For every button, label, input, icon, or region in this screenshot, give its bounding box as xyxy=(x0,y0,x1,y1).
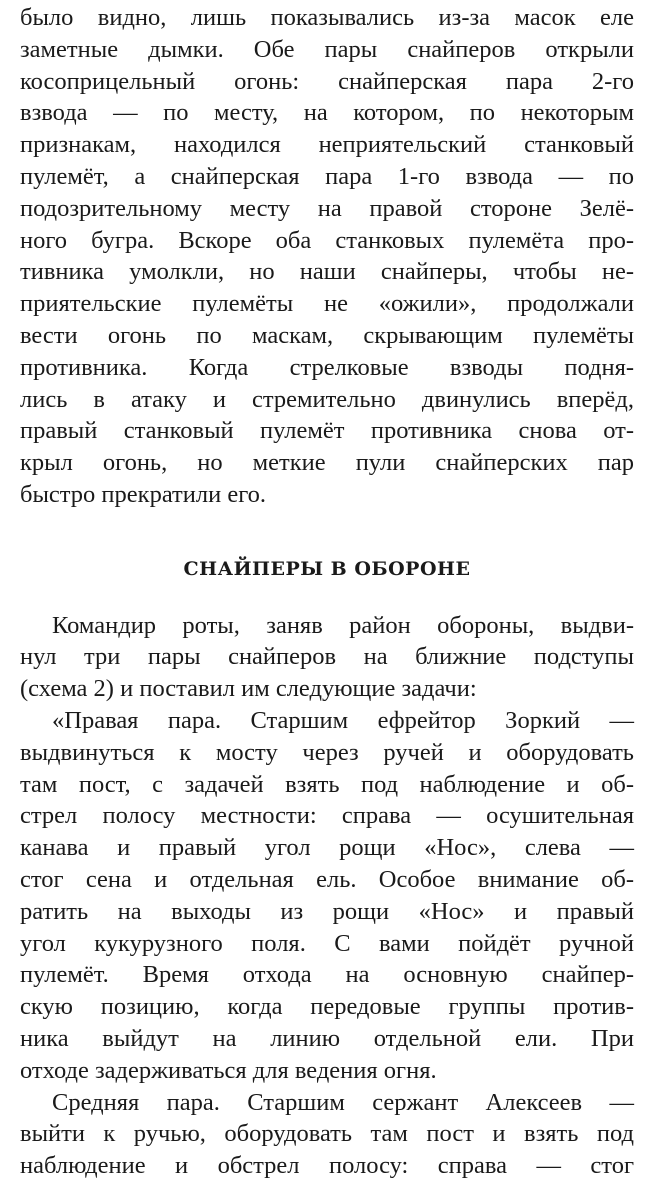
text-line: угол кукурузного поля. С вами пойдёт ручной xyxy=(20,929,634,957)
text-line: Средняя пара. Старшим сержант Алексеев — xyxy=(52,1088,634,1116)
text-line: выдвинуться к мосту через ручей и оборудовать xyxy=(20,738,634,766)
text-line: ного бугра. Вскоре оба станковых пулемёта про- xyxy=(20,226,634,254)
text-line: заметные дымки. Обе пары снайперов открыли xyxy=(20,35,634,63)
text-line: выйти к ручью, оборудовать там пост и взять под xyxy=(20,1120,634,1148)
text-line: вести огонь по маскам, скрывающим пулемёты xyxy=(20,321,634,349)
text-line: пулемёт. Время отхода на основную снайпер- xyxy=(20,961,634,989)
text-line: ратить на выходы из рощи «Нос» и правый xyxy=(20,897,634,925)
text-line: «Правая пара. Старшим ефрейтор Зоркий — xyxy=(52,706,634,734)
paragraph-sniper-fire xyxy=(20,2,634,511)
paragraph-middle-pair xyxy=(20,1087,634,1182)
text-line: стог сена и отдельная ель. Особое внимание об- xyxy=(20,865,634,893)
text-line: крыл огонь, но меткие пули снайперских пар xyxy=(20,449,634,477)
text-line: Командир роты, заняв район обороны, выдви- xyxy=(52,611,634,639)
text-line: было видно, лишь показывались из-за масок еле xyxy=(20,4,634,31)
text-line: лись в атаку и стремительно двинулись вперёд, xyxy=(20,385,634,413)
text-line: косоприцельный огонь: снайперская пара 2-го xyxy=(20,67,634,95)
document-page xyxy=(20,2,634,1182)
text-line: канава и правый угол рощи «Нос», слева — xyxy=(20,834,634,862)
text-line: там пост, с задачей взять под наблюдение и об- xyxy=(20,770,634,798)
text-line: (схема 2) и поставил им следующие задачи: xyxy=(20,675,477,703)
text-line: признакам, находился неприятельский станковый xyxy=(20,131,634,159)
text-line: ника выйдут на линию отдельной ели. При xyxy=(20,1024,634,1052)
text-line: отходе задерживаться для ведения огня. xyxy=(20,1056,437,1084)
section-heading: СНАЙПЕРЫ В ОБОРОНЕ xyxy=(183,557,471,580)
text-line: тивника умолкли, но наши снайперы, чтобы не- xyxy=(20,258,634,286)
text-line: приятельские пулемёты не «ожили», продолжали xyxy=(20,290,634,318)
text-line: скую позицию, когда передовые группы против- xyxy=(20,993,634,1021)
text-line: наблюдение и обстрел полосу: справа — стог xyxy=(20,1152,634,1180)
text-line: нул три пары снайперов на ближние подступы xyxy=(20,643,634,671)
text-line: стрел полосу местности: справа — осушительная xyxy=(20,802,634,830)
paragraph-right-pair xyxy=(20,705,634,1087)
text-line: пулемёт, а снайперская пара 1-го взвода — по xyxy=(20,162,634,190)
paragraph-commander xyxy=(20,610,634,705)
text-line: быстро прекратили его. xyxy=(20,480,267,508)
text-line: противника. Когда стрелковые взводы подня- xyxy=(20,353,634,381)
text-line: взвода — по месту, на котором, по некоторым xyxy=(20,99,634,127)
text-line: подозрительному месту на правой стороне Зелё- xyxy=(20,194,634,222)
text-line: правый станковый пулемёт противника снова от- xyxy=(20,417,634,445)
